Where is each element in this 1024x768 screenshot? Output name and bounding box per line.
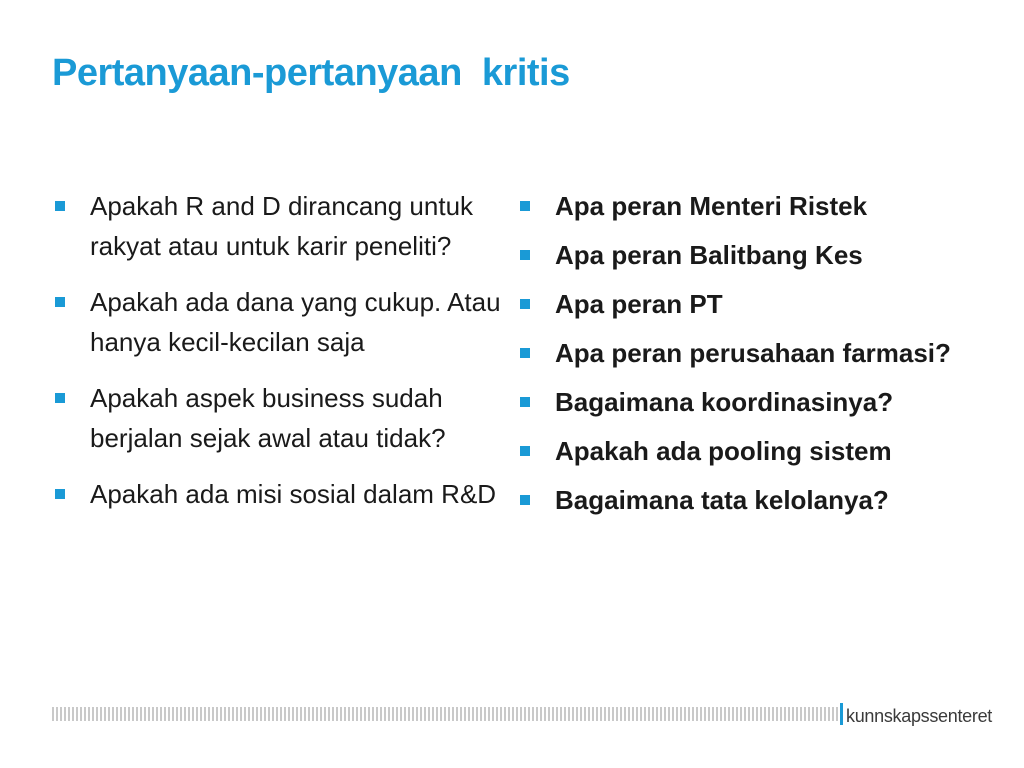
logo-mark-icon [840,703,843,725]
list-item-text: Apa peran perusahaan farmasi? [555,338,951,368]
list-item-text: Apakah aspek business sudah berjalan sejak awal atau tidak? [90,383,446,453]
list-item [520,186,990,226]
square-bullet-icon [520,397,530,407]
left-bullet-list [55,186,505,530]
logo-text: kunnskapssenteret [846,706,992,726]
list-item-text: Apakah R and D dirancang untuk rakyat atau untuk karir peneliti? [90,191,474,261]
slide-title: Pertanyaan-pertanyaan kritis [52,52,570,94]
list-item-text: Apakah ada misi sosial dalam R&D [90,479,497,509]
square-bullet-icon [520,495,530,505]
square-bullet-icon [55,201,65,211]
square-bullet-icon [520,250,530,260]
square-bullet-icon [55,489,65,499]
list-item-text: Apa peran Menteri Ristek [555,191,868,221]
square-bullet-icon [55,393,65,403]
right-bullet-list [520,186,990,529]
list-item-text: Apakah ada dana yang cukup. Atau hanya kecil-kecilan saja [90,287,501,357]
square-bullet-icon [520,348,530,358]
list-item-text: Bagaimana koordinasinya? [555,387,894,417]
footer-logo [840,700,992,728]
list-item-text: Apakah ada pooling sistem [555,436,892,466]
list-item [55,378,505,458]
list-item [520,431,990,471]
list-item [55,474,505,514]
footer-striped-bar [52,707,838,721]
list-item [520,480,990,520]
square-bullet-icon [520,201,530,211]
list-item-text: Apa peran PT [555,289,723,319]
list-item [520,382,990,422]
list-item-text: Apa peran Balitbang Kes [555,240,863,270]
list-item [520,235,990,275]
list-item [520,284,990,324]
list-item [520,333,990,373]
list-item [55,186,505,266]
list-item [55,282,505,362]
square-bullet-icon [55,297,65,307]
square-bullet-icon [520,446,530,456]
square-bullet-icon [520,299,530,309]
list-item-text: Bagaimana tata kelolanya? [555,485,889,515]
